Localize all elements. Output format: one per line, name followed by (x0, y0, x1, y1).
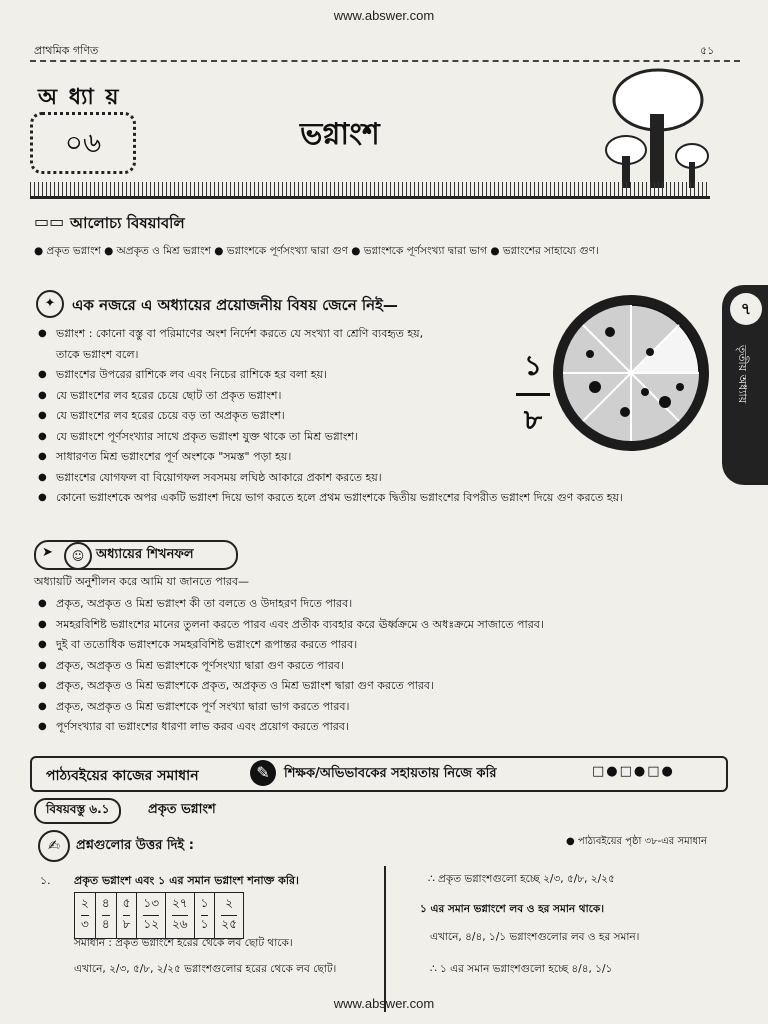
fraction-cell (166, 893, 195, 939)
fraction-cell (116, 893, 137, 939)
topics-heading: আলোচ্য বিষয়াবলি (70, 214, 185, 232)
fraction-num: ২ (225, 896, 234, 910)
fraction-numerator: ১ (523, 349, 543, 382)
overview-item: ● কোনো ভগ্নাংশকে অপর একটি ভগ্নাংশ দিয়ে ভাগ করতে হলে প্রথম ভগ্নাংশকে দ্বিতীয় ভগ্নাংশের বিপরীত ভগ্নাংশ দিয়ে গুণ করতে হয়। (38, 488, 508, 509)
fraction-num: ১ (200, 896, 209, 910)
banner-symbol-icons: □●□●□● (592, 764, 675, 779)
banner-left-text: পাঠ্যবইয়ের কাজের সমাধান (46, 768, 199, 784)
fraction-denominator: ৮ (523, 403, 543, 436)
overview-item: ● ভগ্নাংশের যোগফল বা বিয়োগফল সবসময় লঘিষ্ঠ আকারে প্রকাশ করতে হয়। (38, 468, 508, 489)
fraction-num: ৫ (122, 896, 131, 910)
overview-item: ● যে ভগ্নাংশের লব হরের চেয়ে বড় তা অপ্রকৃত ভগ্নাংশ। (38, 406, 508, 427)
fraction-den: ৮ (123, 915, 131, 936)
chapter-side-tab (722, 285, 768, 485)
tree-illustration (600, 64, 720, 192)
fraction-one-eighth (516, 344, 550, 445)
question-text: প্রকৃত ভগ্নাংশ এবং ১ এর সমান ভগ্নাংশ শনাক্ত করি। (74, 874, 299, 887)
question-icon: ✍ (38, 830, 70, 862)
fraction-den: ২৬ (172, 915, 188, 936)
textbook-solution-banner (30, 756, 728, 792)
fraction-table (74, 892, 244, 939)
fraction-num: ২৭ (172, 896, 188, 910)
fraction-cell (75, 893, 96, 939)
answer-line-1: ∴ প্রকৃত ভগ্নাংশগুলো হচ্ছে ২/৩, ৫/৮, ২/২৫ (428, 873, 615, 885)
fraction-den: ১ (201, 915, 209, 936)
page-number: ৫১ (700, 44, 715, 57)
outcome-item: ● দুই বা ততোধিক ভগ্নাংশকে সমহরবিশিষ্ট ভগ্নাংশে রূপান্তর করতে পারব। (38, 635, 718, 656)
outcomes-heading-box (34, 540, 238, 570)
banner-right-text: শিক্ষক/অভিভাবকের সহায়তায় নিজে করি (284, 766, 497, 781)
solution-here-line: এখানে, ২/৩, ৫/৮, ২/২৫ ভগ্নাংশগুলোর হরের থেকে লব ছোট। (74, 963, 337, 975)
book-icon: ▭▭ (34, 212, 65, 231)
site-url-bottom[interactable]: www.abswer.com (333, 996, 435, 1011)
fraction-row (75, 893, 244, 939)
overview-item: ● ভগ্নাংশ : কোনো বস্তু বা পরিমাণের অংশ নির্দেশ করতে যে সংখ্যা বা শ্রেণি ব্যবহৃত হয়, (38, 324, 508, 345)
textbook-page-ref: ● পাঠ্যবইয়ের পৃষ্ঠা ৩৮-এর সমাধান (566, 836, 707, 847)
overview-item: ● ভগ্নাংশের উপরের রাশিকে লব এবং নিচের রাশিকে হর বলা হয়। (38, 365, 508, 386)
outcome-item: ● প্রকৃত, অপ্রকৃত ও মিশ্র ভগ্নাংশকে পূর্ণসংখ্যা দ্বারা গুণ করতে পারব। (38, 656, 718, 677)
solution-line: সমাধান : প্রকৃত ভগ্নাংশে হরের থেকে লব ছোট থাকে। (74, 937, 293, 949)
site-url-top[interactable]: www.abswer.com (333, 8, 435, 23)
overview-item: ● সাধারণত মিশ্র ভগ্নাংশের পূর্ণ অংশকে "সমস্ত" পড়া হয়। (38, 447, 508, 468)
outcomes-heading: অধ্যায়ের শিখনফল (96, 547, 194, 562)
fraction-den: ১২ (143, 915, 159, 936)
question-number: ১. (40, 874, 51, 887)
outcomes-intro: অধ্যায়টি অনুশীলন করে আমি যা জানতে পারব— (34, 575, 250, 588)
fraction-den: ৪ (102, 915, 110, 936)
pizza-illustration (550, 292, 712, 454)
outcome-item: ● প্রকৃত, অপ্রকৃত ও মিশ্র ভগ্নাংশ কী তা বলতে ও উদাহরণ দিতে পারব। (38, 594, 718, 615)
magic-wand-icon: ✦ (36, 290, 64, 318)
outcome-item: ● প্রকৃত, অপ্রকৃত ও মিশ্র ভগ্নাংশকে প্রকৃত, অপ্রকৃত ও মিশ্র ভগ্নাংশ দ্বারা গুণ করতে পারব। (38, 676, 718, 697)
pencil-icon: ✎ (250, 760, 276, 786)
fraction-num: ২ (81, 896, 89, 910)
grass-divider (30, 182, 710, 199)
overview-item: ● যে ভগ্নাংশের লব হরের চেয়ে ছোট তা প্রকৃত ভগ্নাংশ। (38, 386, 508, 407)
outcome-item: ● পূর্ণসংখ্যার বা ভগ্নাংশের ধারণা লাভ করব এবং প্রয়োগ করতে পারব। (38, 717, 718, 738)
chapter-number: ০৬ (30, 112, 136, 174)
outcome-item: ● সমহরবিশিষ্ট ভগ্নাংশের মানের তুলনা করতে পারব এবং প্রতীক ব্যবহার করে ঊর্ধ্বক্রমে ও অধঃক্রমে সাজাতে পারব। (38, 615, 718, 636)
chapter-word: অ ধ্যা য় (38, 85, 121, 110)
overview-list (38, 324, 623, 509)
arrow-icon: ➤ (42, 545, 53, 560)
answer-line-2: ১ এর সমান ভগ্নাংশে লব ও হর সমান থাকে। (420, 903, 604, 915)
book-name: প্রাথমিক গণিত (34, 44, 99, 57)
fraction-cell (194, 893, 215, 939)
topic-badge: বিষয়বস্তু ৬.১ (34, 798, 121, 824)
side-tab-number: ৭ (730, 293, 762, 325)
fraction-cell (215, 893, 244, 939)
topics-line: ● প্রকৃত ভগ্নাংশ ● অপ্রকৃত ও মিশ্র ভগ্নাংশ ● ভগ্নাংশকে পূর্ণসংখ্যা দ্বারা গুণ ● ভগ্নাংশকে পূর্ণসংখ্যা দ্বারা ভাগ ● ভগ্নাংশের সাহায্যে গুণ। (34, 245, 599, 257)
topic-name: প্রকৃত ভগ্নাংশ (148, 802, 216, 817)
chapter-title: ভগ্নাংশ (300, 117, 380, 152)
overview-item: ● যে ভগ্নাংশে পূর্ণসংখ্যার সাথে প্রকৃত ভগ্নাংশ যুক্ত থাকে তা মিশ্র ভগ্নাংশ। (38, 427, 508, 448)
overview-item-cont (38, 345, 508, 366)
outcome-item: ● প্রকৃত, অপ্রকৃত ও মিশ্র ভগ্নাংশকে পূর্ণ সংখ্যা দ্বারা ভাগ করতে পারব। (38, 697, 718, 718)
outcomes-list (38, 594, 718, 738)
qa-heading: প্রশ্নগুলোর উত্তর দিই : (76, 838, 194, 853)
fraction-num: ১৩ (143, 896, 159, 910)
fraction-cell (137, 893, 166, 939)
fraction-den: ৩ (81, 915, 89, 936)
header-rule (30, 60, 740, 62)
side-tab-label: তৃতীয় অধ্যায় (736, 345, 749, 404)
overview-item-cont-text: তাকে ভগ্নাংশ বলে। (56, 347, 139, 361)
face-icon: ☺ (64, 542, 92, 570)
fraction-num: ৪ (101, 896, 110, 910)
fraction-cell (95, 893, 116, 939)
fraction-den: ২৫ (221, 915, 237, 936)
column-divider (384, 866, 386, 1012)
chapter-box (30, 80, 134, 172)
fraction-bar (516, 393, 550, 396)
answer-line-4: ∴ ১ এর সমান ভগ্নাংশগুলো হচ্ছে ৪/৪, ১/১ (430, 963, 613, 975)
answer-line-3: এখানে, ৪/৪, ১/১ ভগ্নাংশগুলোর লব ও হর সমান। (430, 931, 640, 943)
overview-heading: এক নজরে এ অধ্যায়ের প্রয়োজনীয় বিষয় জেনে নিই— (72, 296, 398, 314)
